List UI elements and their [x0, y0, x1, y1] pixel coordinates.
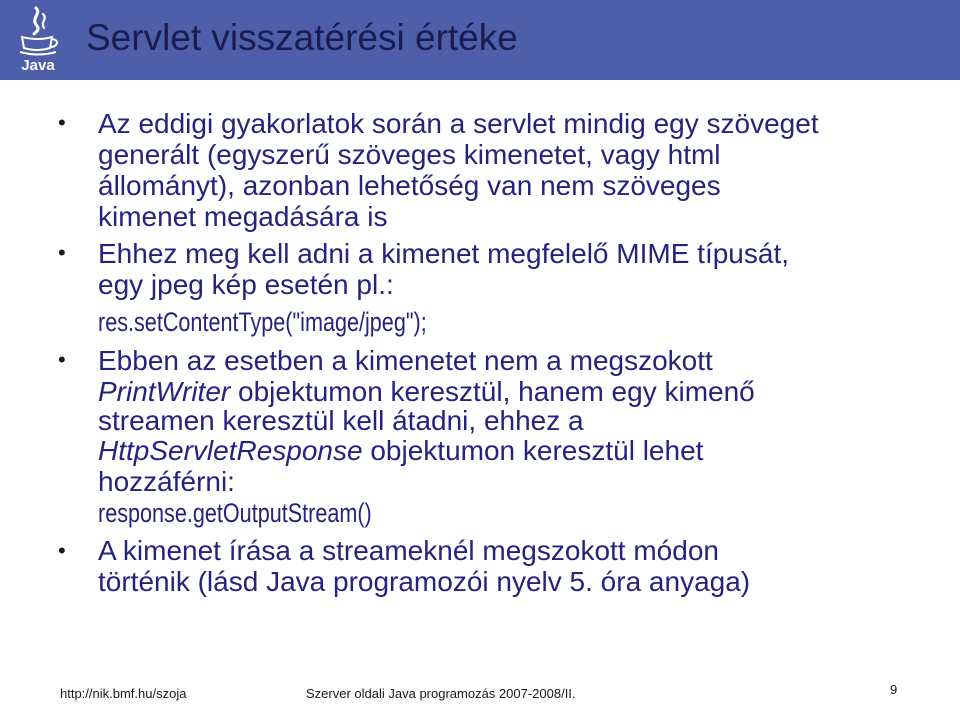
printwriter-term: PrintWriter: [98, 376, 231, 407]
bullet-1-line-1: Az eddigi gyakorlatok során a servlet mindig egy szöveget: [98, 108, 819, 139]
footer-course: Szerver oldali Java programozás 2007-2008/II.: [306, 686, 576, 701]
java-logo-icon: [12, 4, 64, 74]
bullet-2-line-1: Ehhez meg kell adni a kimenet megfelelő MIME típusát,: [98, 238, 790, 269]
bullet-1-line-3: állományt), azonban lehetőség van nem szöveges: [98, 170, 721, 201]
bullet-3-code: response.getOutputStream(): [98, 498, 372, 528]
bullet-3-line-4-rest: objektumon keresztül lehet: [362, 435, 704, 466]
java-logo-text: Java: [21, 57, 55, 74]
bullet-dot-icon: •: [58, 110, 66, 135]
bullet-dot-icon: •: [58, 240, 66, 265]
bullet-dot-icon: •: [58, 538, 66, 563]
bullet-3-line-2: [98, 376, 755, 408]
page-title: Servlet visszatérési értéke: [86, 17, 518, 58]
page-number: 9: [890, 682, 898, 697]
footer-url: http://nik.bmf.hu/szoja: [60, 686, 187, 701]
bullet-3-line-1: Ebben az esetben a kimenetet nem a megszokott: [98, 345, 713, 376]
bullet-1-line-2: generált (egyszerű szöveges kimenetet, vagy html: [98, 139, 721, 170]
bullet-2-line-2: egy jpeg kép esetén pl.:: [98, 269, 394, 300]
title-bar: [0, 0, 960, 80]
bullet-dot-icon: •: [58, 347, 66, 372]
bullet-3-line-3: streamen keresztül kell átadni, ehhez a: [98, 405, 584, 436]
bullet-1-line-4: kimenet megadására is: [98, 201, 388, 232]
bullet-3-line-2-rest: objektumon keresztül, hanem egy kimenő: [230, 376, 755, 407]
bullet-2-code: res.setContentType("image/jpeg");: [98, 307, 427, 337]
bullet-4-line-2: történik (lásd Java programozói nyelv 5. óra anyaga): [98, 566, 751, 597]
bullet-3-line-5: hozzáférni:: [98, 466, 235, 497]
httpservletresponse-term: HttpServletResponse: [98, 435, 363, 466]
bullet-4-line-1: A kimenet írása a streameknél megszokott módon: [98, 535, 719, 566]
bullet-3-line-4: [98, 435, 703, 467]
